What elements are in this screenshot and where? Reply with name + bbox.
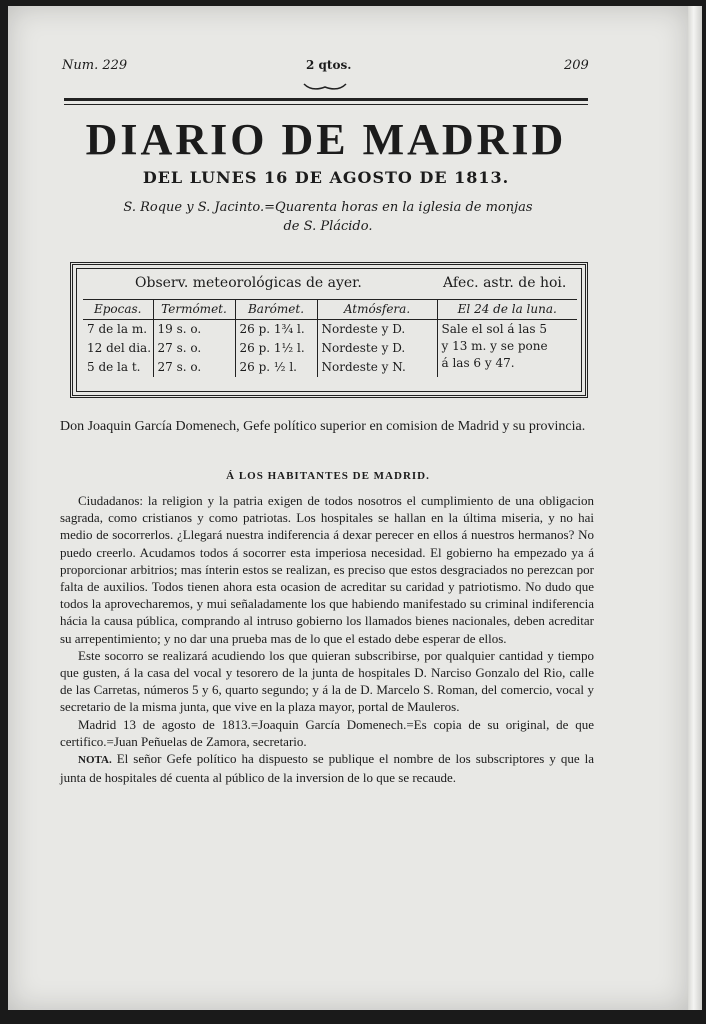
- cell-epoca: 7 de la m.: [87, 322, 148, 336]
- saints-line-1: S. Roque y S. Jacinto.=Quarenta horas en la iglesia de monjas: [123, 200, 533, 215]
- intro-paragraph: Don Joaquin García Domenech, Gefe político superior en comision de Madrid y su provincia.: [60, 419, 586, 434]
- col-luna: El 24 de la luna.: [437, 300, 577, 320]
- price: 2 qtos.: [306, 58, 352, 72]
- col-atmosfera: Atmósfera.: [317, 300, 437, 320]
- col-termometro: Termómet.: [153, 300, 235, 320]
- col-barometro: Barómet.: [235, 300, 317, 320]
- moon-line-2: y 13 m. y se pone: [441, 339, 548, 353]
- table-header-row: [83, 300, 577, 320]
- cell-atm: Nordeste y D.: [317, 320, 437, 340]
- nota-text: El señor Gefe político ha dispuesto se publique el nombre de los subscriptores y que la junta de hospitales dé cuenta al público de la inversion de lo que se recaude.: [60, 751, 594, 786]
- cell-baro: 26 p. ½ l.: [235, 358, 317, 377]
- page-number: 209: [564, 58, 589, 73]
- nota-paragraph: [60, 750, 594, 786]
- cell-moon: [437, 320, 577, 378]
- meteo-header-left: Observ. meteorológicas de ayer.: [135, 275, 362, 291]
- cell-epoca: 12 del dia.: [87, 341, 152, 355]
- cell-atm: Nordeste y N.: [317, 358, 437, 377]
- cell-term: 19 s. o.: [153, 320, 235, 340]
- article-heading: Á LOS HABITANTES DE MADRID.: [226, 470, 430, 482]
- col-epocas: Epocas.: [83, 300, 153, 320]
- nota-label: NOTA.: [78, 754, 112, 767]
- cell-baro: 26 p. 1½ l.: [235, 339, 317, 358]
- header-rule-thick: [64, 98, 588, 101]
- saints-line-2: de S. Plácido.: [283, 219, 373, 234]
- cell-term: 27 s. o.: [153, 358, 235, 377]
- article-body: [60, 492, 594, 786]
- page-edge: [688, 6, 702, 1010]
- cell-epoca: 5 de la t.: [87, 360, 141, 374]
- newspaper-page: [8, 6, 688, 1010]
- issue-number: Num. 229: [62, 58, 128, 73]
- cell-term: 27 s. o.: [153, 339, 235, 358]
- date-line: DEL LUNES 16 DE AGOSTO DE 1813.: [142, 168, 510, 187]
- cell-atm: Nordeste y D.: [317, 339, 437, 358]
- meteo-header-right: Afec. astr. de hoi.: [443, 275, 567, 291]
- table-row: [83, 320, 577, 340]
- meteorological-table: [70, 262, 588, 398]
- moon-line-3: á las 6 y 47.: [441, 356, 515, 370]
- cell-baro: 26 p. 1¾ l.: [235, 320, 317, 340]
- top-header: [8, 52, 688, 82]
- paragraph-3: Madrid 13 de agosto de 1813.=Joaquin García Domenech.=Es copia de su original, de que certifico.=Juan Peñuelas de Zamora, secretario.: [60, 716, 594, 749]
- moon-line-1: Sale el sol á las 5: [441, 322, 547, 336]
- meteo-data-table: [83, 299, 577, 377]
- article-intro: [60, 418, 594, 436]
- masthead-title: DIARIO DE MADRID: [85, 115, 567, 164]
- saints-line: [68, 198, 588, 236]
- ornament-icon: [300, 80, 350, 94]
- paragraph-1: Ciudadanos: la religion y la patria exigen de todos nosotros el cumplimiento de una obligacion sagrada, como cristianos y como patriotas. Los hospitales se hallan en la última miseria, y no hai medio de socorrerlos. ¿Llegará nuestra indiferencia á dexar perecer en ellos á nuestros hermanos? No puedo creerlo. Acudamos todos á socorrer esta imperiosa necesidad. El gobierno ha empezado ya á proporcionar arbitrios; mas ínterin estos se realizan, es preciso que estos desgraciados no perezcan por falta de auxilios. Todos tienen ahora esta ocasion de acreditar su caridad y patriotismo. No dudo que todos la aprovecharemos, y mui señaladamente los que habiendo manifestado su criminal indiferencia hácia la causa pública, comprando al intruso gobierno los llamados bienes nacionales, deben acreditar su arrepentimiento; y no dar una prueba mas de lo que el estado debe esperar de ellos.: [60, 493, 594, 646]
- header-rule-thin: [64, 104, 588, 105]
- paragraph-2: Este socorro se realizará acudiendo los que quieran subscribirse, por qualquier cantidad y tiempo que gusten, á la casa del vocal y tesorero de la junta de hospitales D. Narciso Gonzalo del Rio, calle de las Carretas, números 5 y 6, quarto segundo; y á la de D. Marcelo S. Roman, del comercio, vocal y secretario de la misma junta, que vive en la plaza mayor, portal de Mauleros.: [60, 647, 594, 715]
